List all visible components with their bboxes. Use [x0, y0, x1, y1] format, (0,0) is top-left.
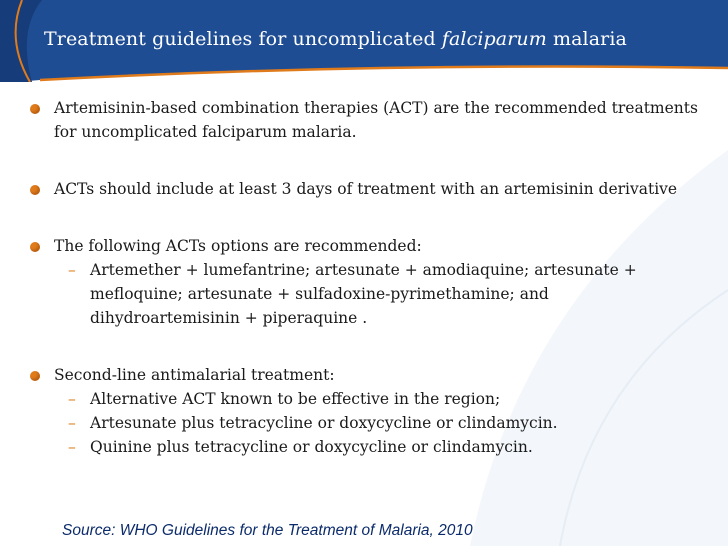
- bullet-dot-icon: [30, 371, 40, 381]
- title-italic: falciparum: [441, 28, 547, 50]
- bullet-text: The following ACTs options are recommended:: [54, 237, 422, 255]
- bullet-item: [30, 363, 700, 459]
- bullet-text: Artemisinin-based combination therapies (ACT) are the recommended treatments for uncomplicated falciparum malaria.: [54, 99, 698, 141]
- sub-bullet-item: [54, 411, 700, 435]
- sub-bullet-text: Alternative ACT known to be effective in the region;: [90, 390, 501, 408]
- bullet-text: Second-line antimalarial treatment:: [54, 366, 335, 384]
- dash-marker: –: [68, 261, 76, 279]
- bullet-dot-icon: [30, 242, 40, 252]
- slide-title: [44, 28, 627, 50]
- bullet-item: [30, 177, 700, 201]
- title-prefix: Treatment guidelines for uncomplicated: [44, 28, 442, 50]
- dash-marker: –: [68, 390, 76, 408]
- sub-bullet-text: Quinine plus tetracycline or doxycycline or clindamycin.: [90, 438, 533, 456]
- dash-marker: –: [68, 414, 76, 432]
- bullet-text: ACTs should include at least 3 days of treatment with an artemisinin derivative: [54, 180, 678, 198]
- bullet-item: [30, 96, 700, 144]
- title-suffix: malaria: [546, 28, 627, 50]
- bullet-list: [30, 96, 700, 459]
- sub-bullet-text: Artemether + lumefantrine; artesunate + amodiaquine; artesunate + mefloquine; artesunate + sulfadoxine-pyrimethamine; and dihydroartemisinin + piperaquine .: [90, 261, 637, 327]
- source-citation: Source: WHO Guidelines for the Treatment of Malaria, 2010: [62, 522, 473, 539]
- bullet-dot-icon: [30, 104, 40, 114]
- bullet-item: [30, 234, 700, 330]
- dash-marker: –: [68, 438, 76, 456]
- sub-bullet-item: [54, 387, 700, 411]
- sub-bullet-item: [54, 435, 700, 459]
- bullet-dot-icon: [30, 185, 40, 195]
- sub-bullet-item: [54, 258, 700, 330]
- sub-bullet-text: Artesunate plus tetracycline or doxycycline or clindamycin.: [90, 414, 558, 432]
